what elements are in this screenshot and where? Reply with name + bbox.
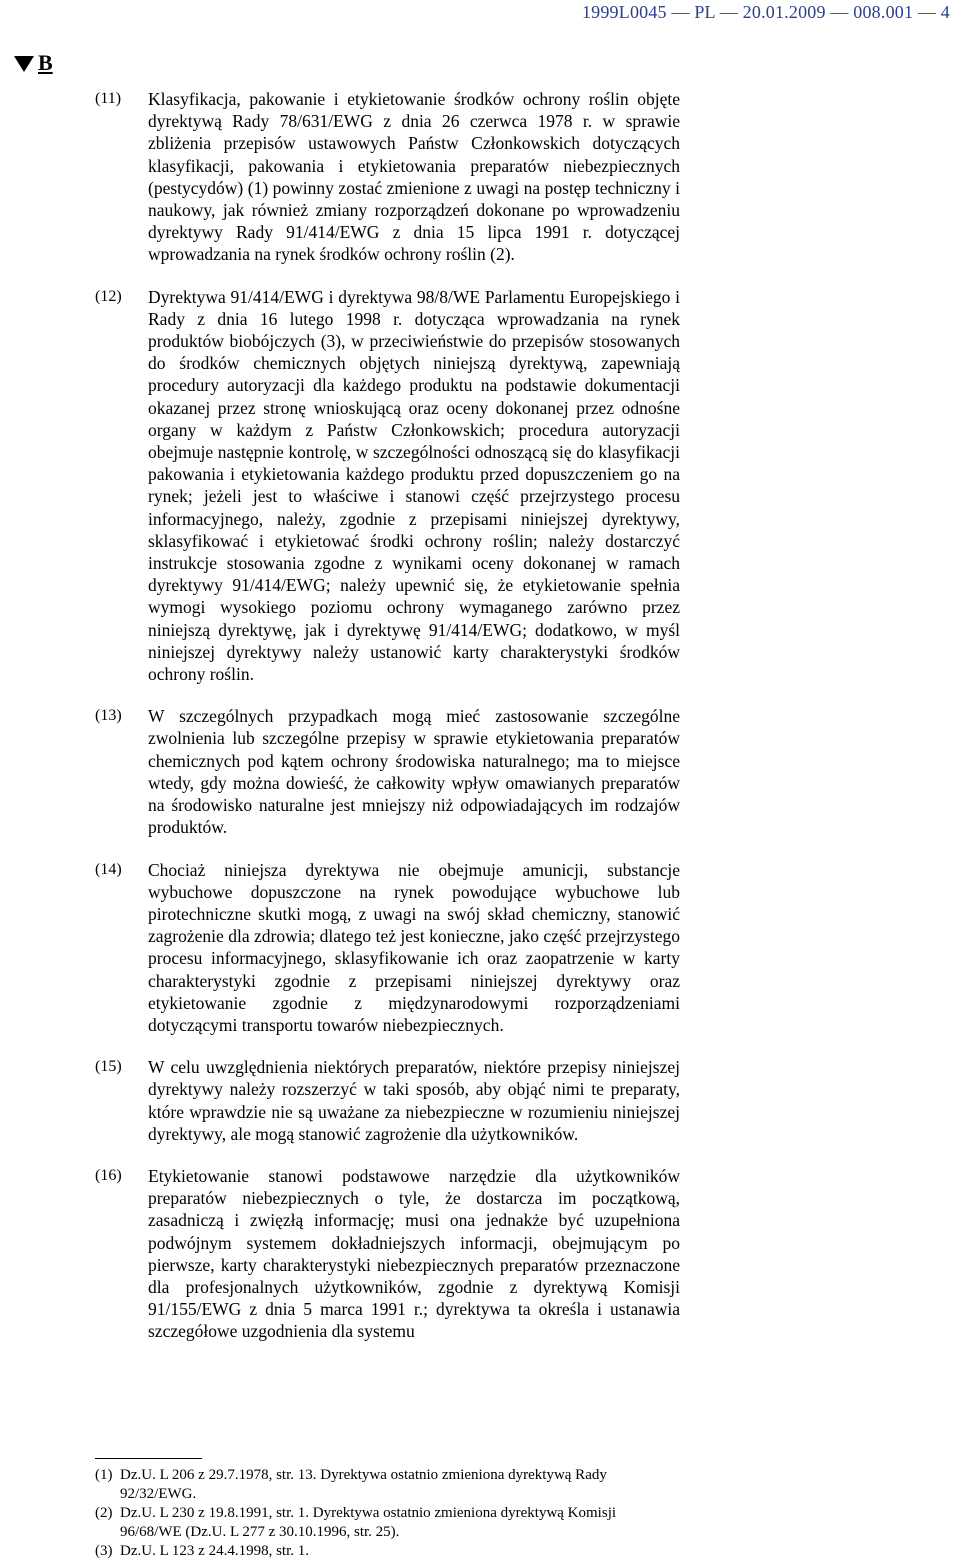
recital-16 [95, 1165, 680, 1343]
footnote-text: Dz.U. L 206 z 29.7.1978, str. 13. Dyrektywa ostatnio zmieniona dyrektywą Rady 92/32/EWG. [120, 1467, 607, 1502]
recitals-list [95, 88, 680, 1363]
amendment-marker-label: B [38, 50, 53, 75]
recital-text: W celu uwzględnienia niektórych preparatów, niektóre przepisy niniejszej dyrektywy należy rozszerzyć w taki sposób, aby objąć nimi te preparaty, które wprawdzie nie są uważane za niebezpieczne w rozumieniu niniejszej dyrektywy, ale mogą stanowić zagrożenie dla użytkowników. [148, 1057, 680, 1144]
recital-12 [95, 286, 680, 686]
recital-text: Dyrektywa 91/414/EWG i dyrektywa 98/8/WE Parlamentu Europejskiego i Rady z dnia 16 lutego 1998 r. dotycząca wprowadzania na rynek produktów biobójczych (3), w przeciwieństwie do przepisów stosowanych do środków chemicznych objętych niniejszą dyrektywą, zapewniają procedury autoryzacji dla każdego produktu na podstawie dokumentacji okazanej przez stronę wnioskującą oraz oceny dokonanej przez odnośne organy w każdym z Państw Członkowskich; procedura autoryzacji obejmuje następnie kontrolę, w szczególności odnoszącą się do klasyfikacji pakowania i etykietowania każdego produktu przed dopuszczeniem go na rynek; jeżeli jest to właściwe i stanowi część przejrzystego procesu informacyjnego, należy, zgodnie z przepisami niniejszej dyrektywy, sklasyfikować i etykietować środki ochrony roślin; należy dostarczyć instrukcje stosowania zgodne z wynikami oceny dokonanej w ramach dyrektywy 91/414/EWG; należy upewnić się, że etykietowanie spełnia wymogi wysokiego poziomu ochrony wymaganego zarówno przez niniejszą dyrektywę, jak i dyrektywę 91/414/EWG; dodatkowo, w myśl niniejszej dyrektywy należy ustanowić karty charakterystyki środków ochrony roślin. [148, 286, 680, 685]
recital-number: (11) [95, 90, 122, 107]
recital-text: W szczególnych przypadkach mogą mieć zastosowanie szczególne zwolnienia lub szczególne przepisy w sprawie etykietowania preparatów chemicznych pod kątem ochrony środowiska naturalnego; ma to miejsce wtedy, gdy można dowieść, że całkowity wpływ omawianych preparatów na środowisko naturalne jest mniejszy niż odpowiadających im rodzajów produktów. [148, 706, 680, 838]
recital-text: Chociaż niniejsza dyrektywa nie obejmuje amunicji, substancje wybuchowe dopuszczone na rynek powodujące wybuchowe lub pirotechniczne skutki mogą, z uwagi na swój skład chemiczny, stanowić zagrożenie dla zdrowia; dlatego też jest konieczne, jako część przejrzystego procesu informacyjnego, sklasyfikowanie ich oraz zaopatrzenie w karty charakterystyki zgodnie z przepisami niniejszej dyrektywy oraz etykietowanie zgodnie z międzynarodowymi rozporządzeniami dotyczącymi transportu towarów niebezpiecznych. [148, 859, 680, 1035]
recital-number: (13) [95, 707, 122, 725]
footnote-number: (2) [95, 1505, 113, 1521]
triangle-down-icon [14, 56, 34, 72]
recital-number: (14) [95, 860, 122, 878]
recital-text: Klasyfikacja, pakowanie i etykietowanie środków ochrony roślin objęte dyrektywą Rady 78/631/EWG z dnia 26 czerwca 1978 r. w sprawie zbliżenia przepisów ustawowych Państw Członkowskich dotyczących klasyfikacji, pakowania i etykietowania preparatów niebezpiecznych (pestycydów) (1) powinny zostać zmienione z uwagi na postęp techniczny i naukowy, jak również zmiany rozporządzeń dokonane po wprowadzeniu dyrektywy Rady 91/414/EWG z dnia 15 lipca 1991 r. dotyczącej wprowadzania na rynek środków ochrony roślin (2). [148, 89, 680, 265]
footnote-text: Dz.U. L 230 z 19.8.1991, str. 1. Dyrektywa ostatnio zmieniona dyrektywą Komisji 96/68/WE (Dz.U. L 277 z 30.10.1996, str. 25). [120, 1505, 617, 1540]
footnote-item [95, 1542, 680, 1561]
footnote-item [95, 1466, 680, 1503]
recital-text: Etykietowanie stanowi podstawowe narzędzie dla użytkowników preparatów niebezpiecznych o tyle, że dostarcza im początkową, zasadniczą i zwięzłą informację; musi ona jednakże być uzupełniona podwójnym systemem dokładniejszych informacji, obejmującym po pierwsze, karty charakterystyki niebezpiecznych preparatów przeznaczone dla profesjonalnych użytkowników, zgodnie z dyrektywą Komisji 91/155/EWG z dnia 5 marca 1991 r.; dyrektywa ta określa i ustanawia szczegółowe uzgodnienia dla systemu [148, 1165, 680, 1342]
footnote-text: Dz.U. L 123 z 24.4.1998, str. 1. [120, 1543, 310, 1559]
footnote-number: (1) [95, 1467, 113, 1483]
recital-11 [95, 88, 680, 266]
page-header: 1999L0045 — PL — 20.01.2009 — 008.001 — 4 [581, 2, 950, 22]
footnotes-list [95, 1466, 680, 1562]
recital-number: (15) [95, 1058, 122, 1076]
amendment-marker[interactable] [14, 50, 53, 76]
footnote-divider [95, 1458, 202, 1459]
recital-number: (16) [95, 1166, 122, 1184]
recital-13 [95, 705, 680, 838]
recital-15 [95, 1056, 680, 1145]
recital-number: (12) [95, 287, 122, 305]
recital-14 [95, 859, 680, 1037]
footnote-item [95, 1504, 680, 1541]
footnote-number: (3) [95, 1543, 113, 1559]
